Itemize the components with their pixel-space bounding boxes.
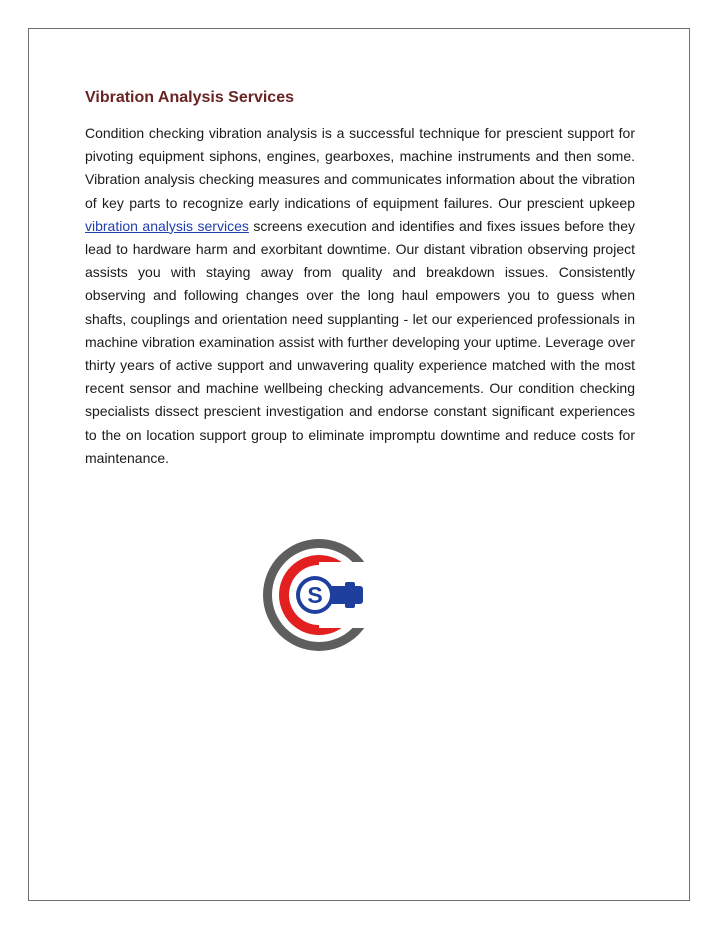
logo-letter-s: S <box>307 582 323 608</box>
vibration-analysis-services-link[interactable]: vibration analysis services <box>85 217 249 234</box>
logo-letter-i <box>345 582 355 608</box>
paragraph-text-before-link: Condition checking vibration analysis is a successful technique for prescient support for pivoting equipment siphons, engines, gearboxes, machine instruments and then some. Vibration analysis checking measures and communicates information about the vibration of key parts to recognize early indications of equipment failures. Our prescient upkeep <box>85 125 635 211</box>
company-logo <box>261 537 377 653</box>
body-paragraph <box>85 122 635 470</box>
page-title: Vibration Analysis Services <box>85 89 294 106</box>
paragraph-text-after-link: screens execution and identifies and fixes issues before they lead to hardware harm and exorbitant downtime. Our distant vibration observing project assists you with staying away from quality and breakdown issues. Consistently observing and following changes over the long haul empowers you to guess when shafts, couplings and orientation need supplanting - let our experienced professionals in machine vibration examination assist with further developing your uptime. Leverage over thirty years of active support and unwavering quality experience matched with the most recent sensor and machine wellbeing checking advancements. Our condition checking specialists dissect prescient investigation and endorse constant significant experiences to the on location support group to eliminate impromptu downtime and reduce costs for maintenance. <box>85 217 635 466</box>
document-page <box>28 28 690 901</box>
